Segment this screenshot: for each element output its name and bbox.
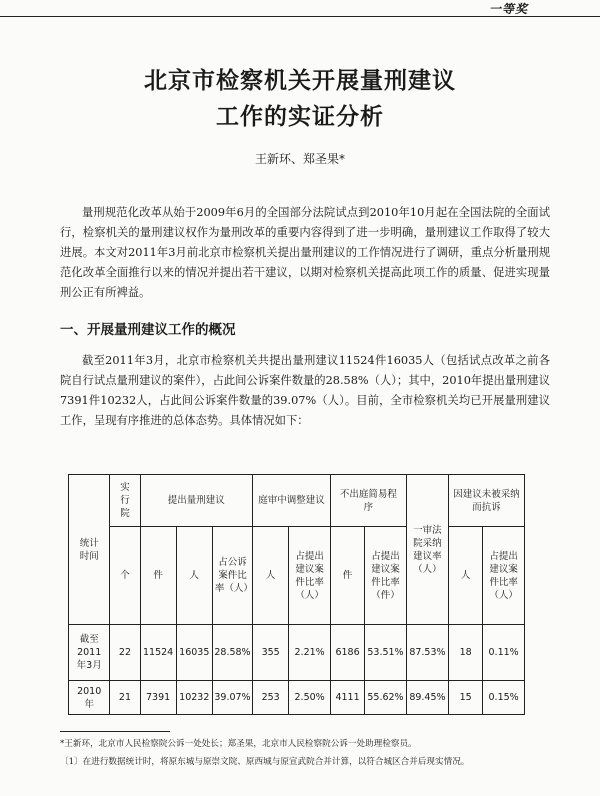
subheader-ratio: 占公诉案件比率（人） bbox=[212, 527, 252, 625]
header-adoption-rate: 一审法院采纳建议率（人） bbox=[406, 475, 448, 625]
article-title-line2: 工作的实证分析 bbox=[216, 104, 384, 130]
subheader-people: 人 bbox=[176, 527, 212, 625]
subheader-simple-ratio: 占提出建议案件比率（件） bbox=[365, 527, 407, 625]
cell-cases: 11524 bbox=[140, 625, 176, 681]
cell-people: 16035 bbox=[176, 625, 212, 681]
cell-prot-people: 15 bbox=[449, 681, 483, 715]
subheader-prot-people: 人 bbox=[449, 527, 483, 625]
authors: 王新环、郑圣果* bbox=[254, 152, 345, 166]
cell-prot-ratio: 0.15% bbox=[483, 681, 525, 715]
cell-adj-ratio: 2.21% bbox=[289, 625, 331, 681]
cell-period: 截至2011年3月 bbox=[69, 625, 110, 681]
cell-prot-ratio: 0.11% bbox=[483, 625, 525, 681]
footnote-author: *王新环，北京市人民检察院公诉一处处长；郑圣果，北京市人民检察院公诉一处助理检察员。 bbox=[60, 739, 417, 749]
cell-period: 2010年 bbox=[69, 681, 110, 715]
cell-ratio: 28.58% bbox=[212, 625, 252, 681]
header-protest: 因建议未被采纳而抗诉 bbox=[449, 475, 525, 527]
footnote-data: 〔1〕在进行数据统计时，将原东城与原崇文院、原西城与原宣武院合并计算，以符合城区合并后现实情况。 bbox=[60, 757, 470, 767]
abstract-paragraph: 量刑规范化改革从始于2009年6月的全国部分法院试点到2010年10月起在全国法院的全面试行，检察机关的量刑建议权作为量刑改革的重要内容得到了进一步明确，量刑建议工作取得了较大进展。本文对2011年3月前北京市检察机关提出量刑建议的工作情况进行了调研，重点分析量刑规范化改革全面推行以来的情况并提出若干建议，以期对检察机关提高此项工作的质量、促进实现量刑公正有所裨益。 bbox=[60, 206, 550, 299]
subheader-cases: 件 bbox=[140, 527, 176, 625]
cell-prot-people: 18 bbox=[449, 625, 483, 681]
header-courts: 实行院 bbox=[110, 475, 140, 527]
header-proposed: 提出量刑建议 bbox=[140, 475, 253, 527]
cell-adj-people: 253 bbox=[253, 681, 289, 715]
cell-courts: 22 bbox=[110, 625, 140, 681]
subheader-adj-people: 人 bbox=[253, 527, 289, 625]
cell-adopt-rate: 87.53% bbox=[406, 625, 448, 681]
subheader-count: 个 bbox=[110, 527, 140, 625]
article-title-line1: 北京市检察机关开展量刑建议 bbox=[144, 68, 456, 94]
cell-adj-ratio: 2.50% bbox=[289, 681, 331, 715]
header-simple-procedure: 不出庭简易程序 bbox=[330, 475, 406, 527]
statistics-table bbox=[68, 474, 525, 715]
cell-simple-cases: 4111 bbox=[330, 681, 364, 715]
header-adjusted: 庭审中调整建议 bbox=[253, 475, 331, 527]
footnote-rule bbox=[60, 731, 170, 732]
cell-adj-people: 355 bbox=[253, 625, 289, 681]
subheader-prot-ratio: 占提出建议案件比率（人） bbox=[483, 527, 525, 625]
body-paragraph: 截至2011年3月，北京市检察机关共提出量刑建议11524件16035人（包括试点改革之前各院自行试点量刑建议的案件），占此间公诉案件数量的28.58%（人）；其中，2010年提出量刑建议7391件10232人，占此间公诉案件数量的39.07%（人）。目前，全市检察机关均已开展量刑建议工作，呈现有序推进的总体态势。具体情况如下： bbox=[60, 354, 550, 427]
cell-simple-ratio: 53.51% bbox=[365, 625, 407, 681]
cell-simple-cases: 6186 bbox=[330, 625, 364, 681]
cell-simple-ratio: 55.62% bbox=[365, 681, 407, 715]
table-row bbox=[69, 681, 525, 715]
cell-cases: 7391 bbox=[140, 681, 176, 715]
subheader-simple-cases: 件 bbox=[330, 527, 364, 625]
section-heading: 一、开展量刑建议工作的概况 bbox=[60, 322, 236, 338]
cell-courts: 21 bbox=[110, 681, 140, 715]
cell-people: 10232 bbox=[176, 681, 212, 715]
chapter-label: 一等奖 bbox=[488, 2, 528, 16]
cell-adopt-rate: 89.45% bbox=[406, 681, 448, 715]
header-period: 统计时间 bbox=[69, 475, 110, 625]
cell-ratio: 39.07% bbox=[212, 681, 252, 715]
table-row bbox=[69, 625, 525, 681]
subheader-adj-ratio: 占提出建议案件比率（人） bbox=[289, 527, 331, 625]
